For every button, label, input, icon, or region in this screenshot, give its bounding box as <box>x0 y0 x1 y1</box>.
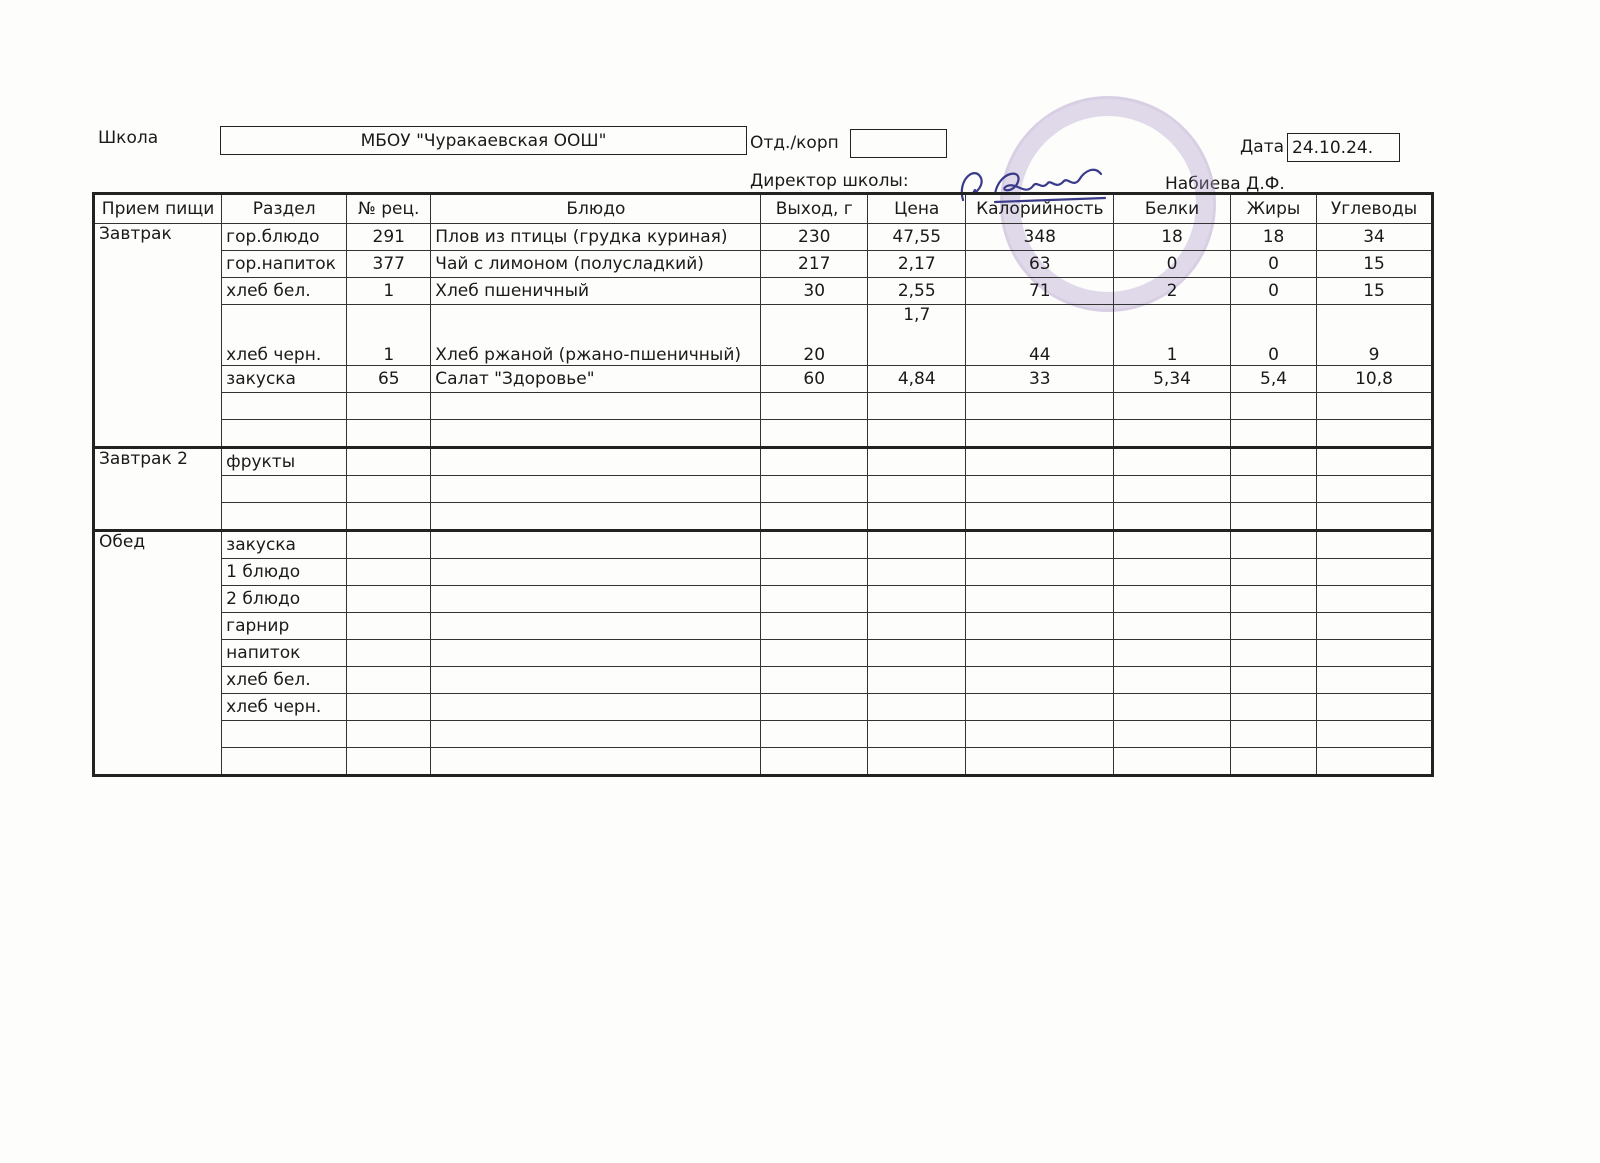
calories-cell: 63 <box>966 251 1114 278</box>
meal-name-cell: Завтрак 2 <box>94 448 222 531</box>
calories-cell <box>966 503 1114 531</box>
recipe-cell: 1 <box>347 278 431 305</box>
price-cell <box>868 694 966 721</box>
price-cell <box>868 586 966 613</box>
fat-cell <box>1230 694 1316 721</box>
calories-cell <box>966 531 1114 559</box>
fat-cell: 18 <box>1230 224 1316 251</box>
protein-cell <box>1114 748 1231 776</box>
col-price: Цена <box>868 194 966 224</box>
dish-cell <box>431 448 761 476</box>
col-recipe: № рец. <box>347 194 431 224</box>
table-row <box>94 503 1433 531</box>
section-cell: гор.блюдо <box>222 224 347 251</box>
section-cell: закуска <box>222 531 347 559</box>
price-cell: 4,84 <box>868 366 966 393</box>
section-cell: хлеб черн. <box>222 694 347 721</box>
yield-cell <box>761 420 868 448</box>
dish-cell <box>431 586 761 613</box>
recipe-cell: 65 <box>347 366 431 393</box>
recipe-cell: 377 <box>347 251 431 278</box>
price-cell <box>868 393 966 420</box>
price-cell <box>868 721 966 748</box>
yield-cell <box>761 586 868 613</box>
col-calories: Калорийность <box>966 194 1114 224</box>
recipe-cell: 291 <box>347 224 431 251</box>
recipe-cell <box>347 476 431 503</box>
carbs-cell: 15 <box>1317 251 1433 278</box>
fat-cell <box>1230 393 1316 420</box>
calories-cell <box>966 586 1114 613</box>
protein-cell: 0 <box>1114 251 1231 278</box>
fat-cell <box>1230 559 1316 586</box>
meal-name-cell: Завтрак <box>94 224 222 448</box>
protein-cell <box>1114 476 1231 503</box>
protein-cell <box>1114 586 1231 613</box>
protein-cell: 5,34 <box>1114 366 1231 393</box>
fat-cell <box>1230 420 1316 448</box>
section-cell: 1 блюдо <box>222 559 347 586</box>
table-row <box>94 667 1433 694</box>
fat-cell <box>1230 448 1316 476</box>
menu-table <box>92 192 1434 777</box>
yield-cell <box>761 476 868 503</box>
protein-cell <box>1114 393 1231 420</box>
dish-cell: Салат "Здоровье" <box>431 366 761 393</box>
carbs-cell <box>1317 721 1433 748</box>
table-row <box>94 366 1433 393</box>
dish-cell <box>431 613 761 640</box>
col-dish: Блюдо <box>431 194 761 224</box>
fat-cell <box>1230 531 1316 559</box>
calories-cell <box>966 420 1114 448</box>
carbs-cell: 15 <box>1317 278 1433 305</box>
price-cell <box>868 640 966 667</box>
carbs-cell: 9 <box>1317 305 1433 366</box>
col-yield: Выход, г <box>761 194 868 224</box>
dish-cell: Хлеб ржаной (ржано-пшеничный) <box>431 305 761 366</box>
price-cell: 1,7 <box>868 305 966 366</box>
section-cell <box>222 748 347 776</box>
calories-cell <box>966 640 1114 667</box>
dish-cell <box>431 531 761 559</box>
yield-cell <box>761 667 868 694</box>
yield-cell <box>761 694 868 721</box>
table-row <box>94 420 1433 448</box>
dish-cell <box>431 503 761 531</box>
yield-cell: 230 <box>761 224 868 251</box>
yield-cell <box>761 503 868 531</box>
section-cell: хлеб бел. <box>222 667 347 694</box>
carbs-cell <box>1317 503 1433 531</box>
table-row <box>94 531 1433 559</box>
price-cell <box>868 667 966 694</box>
table-row <box>94 721 1433 748</box>
table-row <box>94 613 1433 640</box>
calories-cell <box>966 476 1114 503</box>
recipe-cell <box>347 420 431 448</box>
carbs-cell <box>1317 586 1433 613</box>
recipe-cell <box>347 694 431 721</box>
recipe-cell <box>347 667 431 694</box>
director-label: Директор школы: <box>750 171 909 191</box>
table-row <box>94 251 1433 278</box>
section-cell <box>222 476 347 503</box>
protein-cell <box>1114 613 1231 640</box>
recipe-cell <box>347 559 431 586</box>
dish-cell <box>431 748 761 776</box>
table-row <box>94 559 1433 586</box>
calories-cell: 348 <box>966 224 1114 251</box>
recipe-cell <box>347 393 431 420</box>
protein-cell: 18 <box>1114 224 1231 251</box>
recipe-cell <box>347 613 431 640</box>
yield-cell <box>761 559 868 586</box>
price-cell <box>868 420 966 448</box>
section-cell: закуска <box>222 366 347 393</box>
table-row <box>94 305 1433 366</box>
col-fat: Жиры <box>1230 194 1316 224</box>
carbs-cell: 10,8 <box>1317 366 1433 393</box>
dish-cell <box>431 393 761 420</box>
yield-cell: 217 <box>761 251 868 278</box>
director-name: Набиева Д.Ф. <box>1165 174 1285 194</box>
col-carbs: Углеводы <box>1317 194 1433 224</box>
carbs-cell <box>1317 694 1433 721</box>
dish-cell <box>431 667 761 694</box>
date-value: 24.10.24. <box>1292 137 1374 158</box>
section-cell: гор.напиток <box>222 251 347 278</box>
date-label: Дата <box>1240 137 1285 157</box>
fat-cell <box>1230 503 1316 531</box>
carbs-cell <box>1317 640 1433 667</box>
yield-cell: 60 <box>761 366 868 393</box>
dish-cell: Хлеб пшеничный <box>431 278 761 305</box>
dish-cell: Чай с лимоном (полусладкий) <box>431 251 761 278</box>
carbs-cell <box>1317 393 1433 420</box>
protein-cell <box>1114 448 1231 476</box>
meal-name-cell: Обед <box>94 531 222 776</box>
calories-cell <box>966 748 1114 776</box>
dish-cell: Плов из птицы (грудка куриная) <box>431 224 761 251</box>
protein-cell <box>1114 694 1231 721</box>
calories-cell <box>966 448 1114 476</box>
recipe-cell: 1 <box>347 305 431 366</box>
calories-cell <box>966 613 1114 640</box>
date-field <box>1287 133 1400 162</box>
table-row <box>94 476 1433 503</box>
section-cell: напиток <box>222 640 347 667</box>
recipe-cell <box>347 503 431 531</box>
price-cell <box>868 503 966 531</box>
section-cell <box>222 721 347 748</box>
calories-cell <box>966 667 1114 694</box>
carbs-cell <box>1317 448 1433 476</box>
carbs-cell: 34 <box>1317 224 1433 251</box>
col-section: Раздел <box>222 194 347 224</box>
table-row <box>94 694 1433 721</box>
section-cell: гарнир <box>222 613 347 640</box>
price-cell: 47,55 <box>868 224 966 251</box>
table-row <box>94 224 1433 251</box>
dept-label: Отд./корп <box>750 133 839 153</box>
recipe-cell <box>347 448 431 476</box>
yield-cell <box>761 613 868 640</box>
fat-cell: 0 <box>1230 278 1316 305</box>
recipe-cell <box>347 748 431 776</box>
calories-cell <box>966 559 1114 586</box>
protein-cell <box>1114 559 1231 586</box>
calories-cell: 33 <box>966 366 1114 393</box>
protein-cell <box>1114 640 1231 667</box>
calories-cell: 71 <box>966 278 1114 305</box>
section-cell <box>222 420 347 448</box>
yield-cell <box>761 640 868 667</box>
dish-cell <box>431 721 761 748</box>
dish-cell <box>431 476 761 503</box>
fat-cell: 0 <box>1230 305 1316 366</box>
dept-field <box>850 129 947 158</box>
fat-cell <box>1230 667 1316 694</box>
price-cell <box>868 748 966 776</box>
price-cell <box>868 613 966 640</box>
calories-cell <box>966 721 1114 748</box>
yield-cell: 20 <box>761 305 868 366</box>
yield-cell: 30 <box>761 278 868 305</box>
table-row <box>94 640 1433 667</box>
recipe-cell <box>347 640 431 667</box>
fat-cell: 5,4 <box>1230 366 1316 393</box>
protein-cell <box>1114 503 1231 531</box>
recipe-cell <box>347 721 431 748</box>
protein-cell <box>1114 531 1231 559</box>
yield-cell <box>761 721 868 748</box>
carbs-cell <box>1317 667 1433 694</box>
fat-cell <box>1230 748 1316 776</box>
protein-cell: 1 <box>1114 305 1231 366</box>
table-row <box>94 393 1433 420</box>
dish-cell <box>431 640 761 667</box>
school-name-field <box>220 126 747 155</box>
table-row <box>94 278 1433 305</box>
dish-cell <box>431 420 761 448</box>
price-cell: 2,55 <box>868 278 966 305</box>
protein-cell: 2 <box>1114 278 1231 305</box>
table-row <box>94 448 1433 476</box>
price-cell <box>868 476 966 503</box>
col-protein: Белки <box>1114 194 1231 224</box>
price-cell <box>868 448 966 476</box>
fat-cell: 0 <box>1230 251 1316 278</box>
calories-cell <box>966 393 1114 420</box>
protein-cell <box>1114 721 1231 748</box>
recipe-cell <box>347 586 431 613</box>
yield-cell <box>761 531 868 559</box>
school-label: Школа <box>98 128 159 148</box>
yield-cell <box>761 748 868 776</box>
section-cell <box>222 393 347 420</box>
price-cell: 2,17 <box>868 251 966 278</box>
carbs-cell <box>1317 531 1433 559</box>
table-header-row <box>94 194 1433 224</box>
section-cell <box>222 503 347 531</box>
fat-cell <box>1230 586 1316 613</box>
calories-cell: 44 <box>966 305 1114 366</box>
fat-cell <box>1230 721 1316 748</box>
carbs-cell <box>1317 748 1433 776</box>
dish-cell <box>431 694 761 721</box>
carbs-cell <box>1317 559 1433 586</box>
carbs-cell <box>1317 420 1433 448</box>
section-cell: 2 блюдо <box>222 586 347 613</box>
school-name: МБОУ "Чуракаевская ООШ" <box>360 130 607 151</box>
fat-cell <box>1230 476 1316 503</box>
recipe-cell <box>347 531 431 559</box>
col-meal: Прием пищи <box>94 194 222 224</box>
carbs-cell <box>1317 476 1433 503</box>
yield-cell <box>761 448 868 476</box>
price-cell <box>868 559 966 586</box>
price-cell <box>868 531 966 559</box>
section-cell: хлеб черн. <box>222 305 347 366</box>
protein-cell <box>1114 667 1231 694</box>
fat-cell <box>1230 613 1316 640</box>
fat-cell <box>1230 640 1316 667</box>
dish-cell <box>431 559 761 586</box>
yield-cell <box>761 393 868 420</box>
protein-cell <box>1114 420 1231 448</box>
section-cell: фрукты <box>222 448 347 476</box>
table-row <box>94 586 1433 613</box>
carbs-cell <box>1317 613 1433 640</box>
section-cell: хлеб бел. <box>222 278 347 305</box>
calories-cell <box>966 694 1114 721</box>
table-row <box>94 748 1433 776</box>
